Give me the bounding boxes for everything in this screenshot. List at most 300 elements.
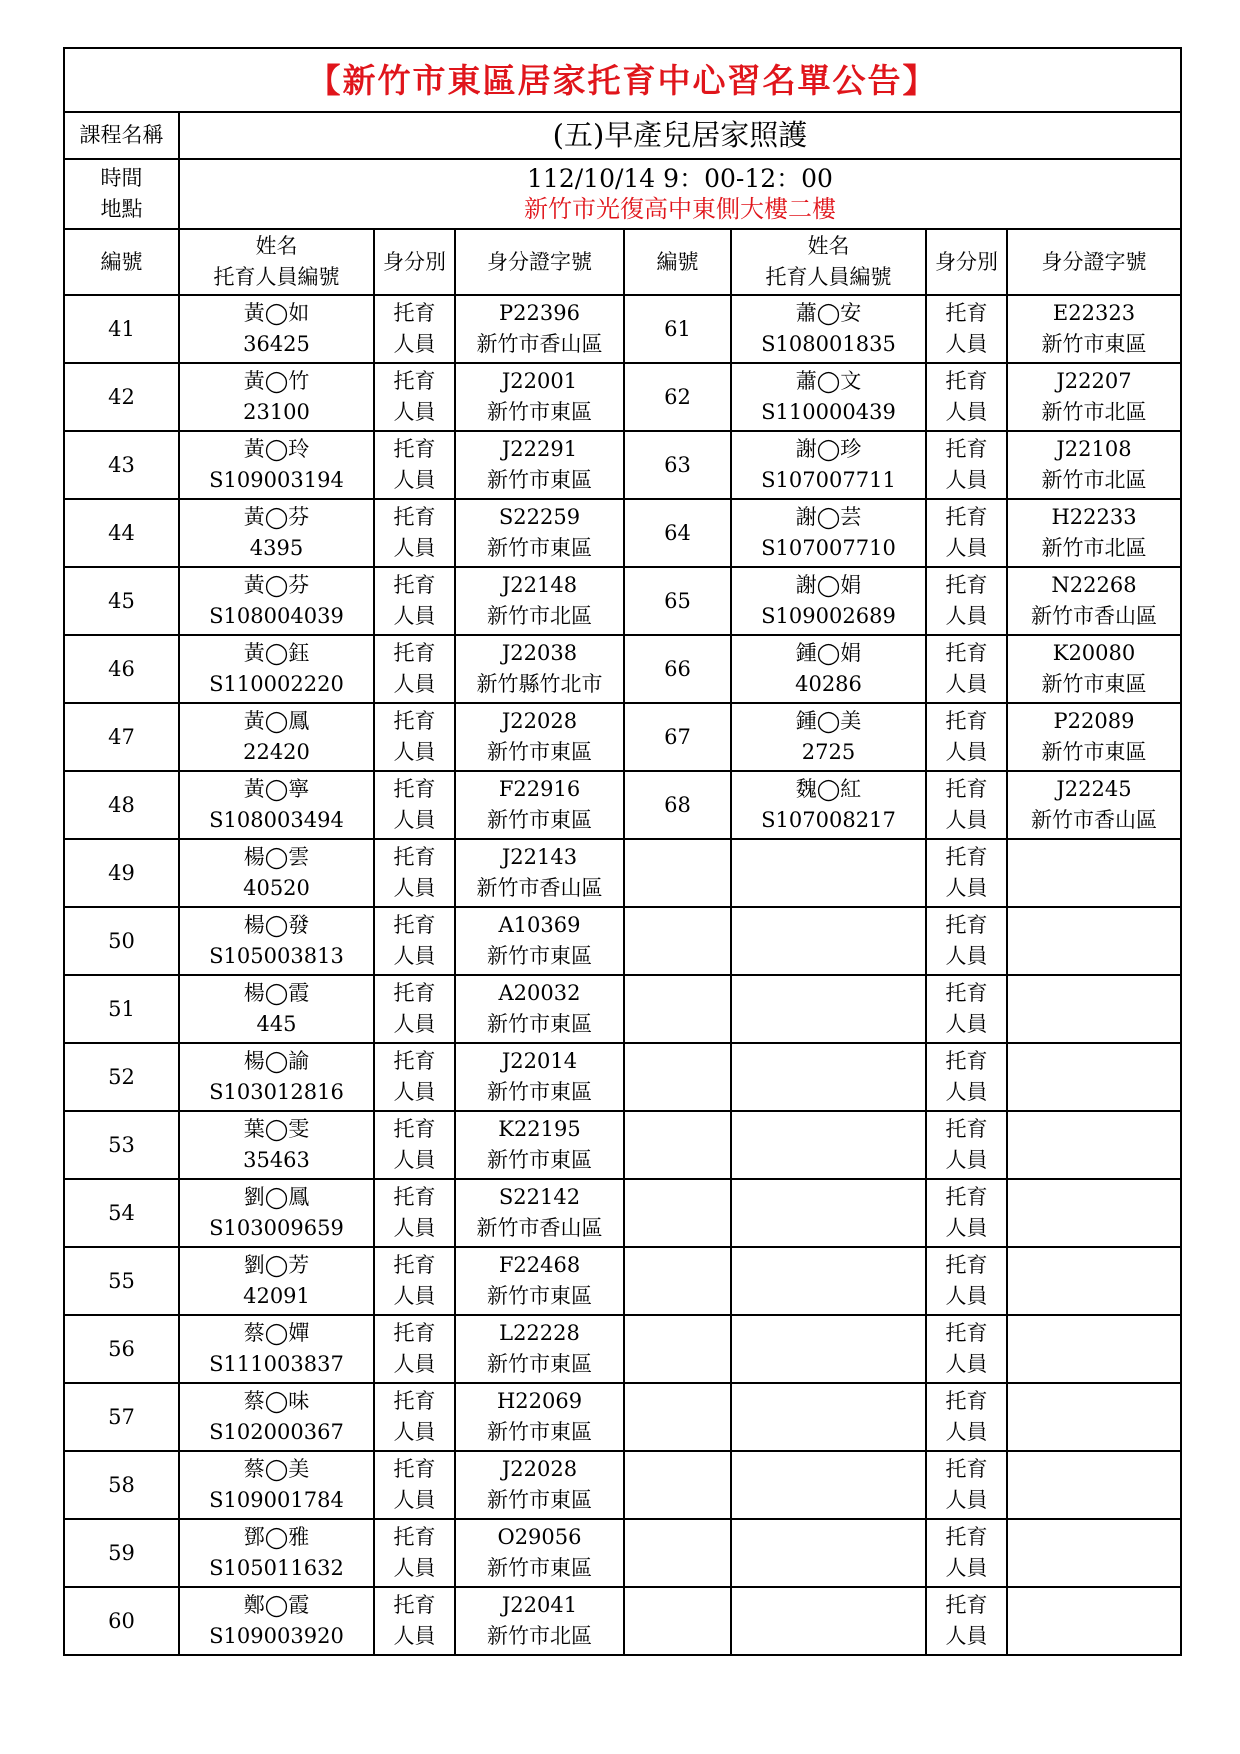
- residence-area: 新竹市東區: [487, 1012, 592, 1036]
- identity-line2: 人員: [393, 1012, 436, 1036]
- entry-identity-cell: [926, 635, 1007, 703]
- session-venue: 新竹市光復高中東側大樓二樓: [524, 195, 836, 223]
- entry-identity-cell: [374, 635, 455, 703]
- entry-identity-cell: [374, 703, 455, 771]
- table-row: [64, 1315, 1181, 1383]
- entry-name-cell: [731, 771, 926, 839]
- empty-name-cell: [731, 839, 926, 907]
- entry-identity-cell: [374, 1111, 455, 1179]
- entry-identity-cell: [926, 907, 1007, 975]
- entry-number: 45: [64, 567, 179, 635]
- entry-id-cell: [455, 499, 624, 567]
- caregiver-code: S108004039: [209, 604, 344, 628]
- empty-number: [624, 1111, 731, 1179]
- entry-name-cell: [179, 1587, 374, 1655]
- entry-identity-cell: [374, 907, 455, 975]
- table-row: [64, 499, 1181, 567]
- entry-name: 黃◯如: [243, 301, 310, 325]
- entry-number: 65: [624, 567, 731, 635]
- entry-name: 劉◯鳳: [243, 1185, 310, 1209]
- entry-name-cell: [731, 431, 926, 499]
- table-row: [64, 907, 1181, 975]
- column-header-row: [64, 229, 1181, 295]
- entry-name-cell: [179, 431, 374, 499]
- entry-name: 楊◯霞: [243, 981, 310, 1005]
- residence-area: 新竹市北區: [487, 1624, 592, 1648]
- header-name-line2: 托育人員編號: [765, 265, 892, 289]
- residence-area: 新竹市東區: [487, 468, 592, 492]
- id-number: A20032: [498, 981, 581, 1005]
- identity-line2: 人員: [945, 1352, 988, 1376]
- id-number: F22916: [498, 777, 581, 801]
- caregiver-code: 445: [256, 1012, 297, 1036]
- empty-number: [624, 1043, 731, 1111]
- time-label: 時間: [100, 166, 143, 190]
- empty-number: [624, 1179, 731, 1247]
- entry-name: 蕭◯安: [795, 301, 862, 325]
- empty-number: [624, 1247, 731, 1315]
- identity-line2: 人員: [945, 536, 988, 560]
- residence-area: 新竹市東區: [487, 1284, 592, 1308]
- id-number: J22143: [501, 845, 578, 869]
- entry-identity-cell: [374, 1179, 455, 1247]
- entry-number: 67: [624, 703, 731, 771]
- entry-number: 64: [624, 499, 731, 567]
- identity-line2: 人員: [393, 1216, 436, 1240]
- entry-name-cell: [179, 499, 374, 567]
- entry-identity-cell: [926, 771, 1007, 839]
- identity-line1: 托育: [393, 369, 436, 393]
- caregiver-code: 22420: [243, 740, 310, 764]
- empty-name-cell: [731, 1043, 926, 1111]
- entry-id-cell: [455, 567, 624, 635]
- caregiver-code: 36425: [243, 332, 310, 356]
- identity-line1: 托育: [945, 777, 988, 801]
- table-row: [64, 975, 1181, 1043]
- entry-identity-cell: [926, 363, 1007, 431]
- identity-line2: 人員: [945, 468, 988, 492]
- id-number: O29056: [497, 1525, 582, 1549]
- identity-line2: 人員: [393, 1624, 436, 1648]
- identity-line2: 人員: [393, 1148, 436, 1172]
- identity-line2: 人員: [393, 876, 436, 900]
- entry-name: 楊◯雲: [243, 845, 310, 869]
- entry-number: 42: [64, 363, 179, 431]
- entry-name: 蔡◯味: [243, 1389, 310, 1413]
- entry-identity-cell: [374, 771, 455, 839]
- identity-line2: 人員: [945, 1624, 988, 1648]
- empty-number: [624, 1587, 731, 1655]
- entry-number: 49: [64, 839, 179, 907]
- entry-id-cell: [455, 1587, 624, 1655]
- caregiver-code: 4395: [249, 536, 304, 560]
- header-id-number: 身分證字號: [455, 229, 624, 295]
- entry-number: 47: [64, 703, 179, 771]
- identity-line2: 人員: [945, 1080, 988, 1104]
- entry-number: 55: [64, 1247, 179, 1315]
- identity-line1: 托育: [393, 641, 436, 665]
- entry-identity-cell: [926, 1247, 1007, 1315]
- header-number: 編號: [624, 229, 731, 295]
- entry-number: 52: [64, 1043, 179, 1111]
- header-name: [731, 229, 926, 295]
- place-label: 地點: [100, 197, 143, 221]
- empty-name-cell: [731, 1587, 926, 1655]
- entry-identity-cell: [926, 975, 1007, 1043]
- empty-number: [624, 1451, 731, 1519]
- entry-id-cell: [455, 1451, 624, 1519]
- caregiver-code: S109001784: [209, 1488, 344, 1512]
- entry-id-cell: [455, 431, 624, 499]
- entry-id-cell: [455, 1519, 624, 1587]
- entry-identity-cell: [926, 1315, 1007, 1383]
- table-row: [64, 431, 1181, 499]
- entry-name: 蔡◯美: [243, 1457, 310, 1481]
- entry-identity-cell: [926, 431, 1007, 499]
- empty-id-cell: [1007, 907, 1181, 975]
- entry-identity-cell: [926, 1111, 1007, 1179]
- caregiver-code: S105003813: [209, 944, 344, 968]
- identity-line1: 托育: [393, 1457, 436, 1481]
- identity-line2: 人員: [393, 944, 436, 968]
- caregiver-code: S109002689: [761, 604, 896, 628]
- id-number: E22323: [1052, 301, 1136, 325]
- entry-name: 謝◯娟: [795, 573, 862, 597]
- table-row: [64, 1179, 1181, 1247]
- empty-name-cell: [731, 1451, 926, 1519]
- identity-line2: 人員: [945, 332, 988, 356]
- identity-line1: 托育: [393, 1525, 436, 1549]
- identity-line1: 托育: [393, 913, 436, 937]
- entry-number: 58: [64, 1451, 179, 1519]
- empty-id-cell: [1007, 1587, 1181, 1655]
- table-row: [64, 295, 1181, 363]
- schedule-row: [64, 159, 1181, 229]
- entry-identity-cell: [374, 1315, 455, 1383]
- entry-name-cell: [179, 975, 374, 1043]
- entry-name-cell: [179, 703, 374, 771]
- course-label: 課程名稱: [64, 112, 179, 159]
- course-row: [64, 112, 1181, 159]
- identity-line1: 托育: [393, 1049, 436, 1073]
- empty-name-cell: [731, 975, 926, 1043]
- entry-id-cell: [1007, 431, 1181, 499]
- residence-area: 新竹市東區: [487, 944, 592, 968]
- identity-line1: 托育: [393, 777, 436, 801]
- entry-name-cell: [731, 635, 926, 703]
- residence-area: 新竹市東區: [487, 400, 592, 424]
- empty-id-cell: [1007, 975, 1181, 1043]
- entry-id-cell: [1007, 771, 1181, 839]
- identity-line2: 人員: [393, 1080, 436, 1104]
- empty-name-cell: [731, 1179, 926, 1247]
- identity-line2: 人員: [945, 672, 988, 696]
- entry-identity-cell: [926, 1043, 1007, 1111]
- residence-area: 新竹市東區: [487, 536, 592, 560]
- empty-name-cell: [731, 1519, 926, 1587]
- entry-name: 鍾◯美: [795, 709, 862, 733]
- entry-number: 60: [64, 1587, 179, 1655]
- identity-line2: 人員: [393, 1488, 436, 1512]
- entry-name: 蕭◯文: [795, 369, 862, 393]
- residence-area: 新竹市香山區: [476, 1216, 603, 1240]
- entry-identity-cell: [926, 703, 1007, 771]
- entry-identity-cell: [374, 1383, 455, 1451]
- residence-area: 新竹市香山區: [1031, 604, 1157, 628]
- identity-line2: 人員: [393, 1556, 436, 1580]
- entry-number: 54: [64, 1179, 179, 1247]
- identity-line1: 托育: [945, 1321, 988, 1345]
- identity-line1: 托育: [945, 1253, 988, 1277]
- identity-line1: 托育: [945, 301, 988, 325]
- residence-area: 新竹市東區: [1041, 332, 1147, 356]
- identity-line1: 托育: [393, 1185, 436, 1209]
- identity-line2: 人員: [393, 332, 436, 356]
- identity-line2: 人員: [393, 400, 436, 424]
- header-name-line2: 托育人員編號: [213, 265, 340, 289]
- empty-name-cell: [731, 907, 926, 975]
- entry-identity-cell: [926, 1451, 1007, 1519]
- entry-identity-cell: [374, 1587, 455, 1655]
- id-number: J22041: [501, 1593, 578, 1617]
- entry-identity-cell: [374, 431, 455, 499]
- entry-name-cell: [179, 1451, 374, 1519]
- roster-table: [63, 47, 1182, 1656]
- entry-id-cell: [455, 1043, 624, 1111]
- identity-line2: 人員: [945, 1420, 988, 1444]
- caregiver-code: S107007710: [761, 536, 896, 560]
- entry-name: 黃◯竹: [243, 369, 310, 393]
- caregiver-code: S109003194: [209, 468, 344, 492]
- identity-line2: 人員: [393, 1352, 436, 1376]
- identity-line1: 托育: [945, 1389, 988, 1413]
- caregiver-code: 23100: [243, 400, 310, 424]
- identity-line2: 人員: [945, 1148, 988, 1172]
- identity-line2: 人員: [945, 876, 988, 900]
- residence-area: 新竹市香山區: [1031, 808, 1157, 832]
- caregiver-code: S108001835: [761, 332, 896, 356]
- residence-area: 新竹市東區: [1041, 672, 1147, 696]
- identity-line2: 人員: [945, 808, 988, 832]
- identity-line2: 人員: [393, 536, 436, 560]
- caregiver-code: S109003920: [209, 1624, 344, 1648]
- entry-id-cell: [455, 771, 624, 839]
- entry-number: 57: [64, 1383, 179, 1451]
- entry-id-cell: [455, 1111, 624, 1179]
- id-number: S22142: [498, 1185, 581, 1209]
- caregiver-code: S102000367: [209, 1420, 344, 1444]
- identity-line1: 托育: [393, 505, 436, 529]
- caregiver-code: S103009659: [209, 1216, 344, 1240]
- entry-id-cell: [455, 703, 624, 771]
- identity-line1: 托育: [945, 1185, 988, 1209]
- id-number: F22468: [498, 1253, 581, 1277]
- entry-identity-cell: [926, 1519, 1007, 1587]
- entry-identity-cell: [374, 1451, 455, 1519]
- entry-id-cell: [455, 1247, 624, 1315]
- entry-name: 鄧◯雅: [243, 1525, 310, 1549]
- identity-line2: 人員: [945, 400, 988, 424]
- residence-area: 新竹市北區: [1041, 400, 1147, 424]
- entry-id-cell: [455, 1315, 624, 1383]
- id-number: J22028: [501, 709, 578, 733]
- table-row: [64, 1451, 1181, 1519]
- entry-name: 鄭◯霞: [243, 1593, 310, 1617]
- entry-identity-cell: [926, 567, 1007, 635]
- entry-name-cell: [179, 1383, 374, 1451]
- caregiver-code: 40520: [243, 876, 310, 900]
- identity-line1: 托育: [945, 505, 988, 529]
- entry-number: 59: [64, 1519, 179, 1587]
- residence-area: 新竹市東區: [487, 1352, 592, 1376]
- residence-area: 新竹市東區: [487, 1148, 592, 1172]
- residence-area: 新竹市北區: [1041, 468, 1147, 492]
- identity-line1: 托育: [393, 301, 436, 325]
- entry-id-cell: [455, 907, 624, 975]
- residence-area: 新竹市東區: [487, 1556, 592, 1580]
- empty-number: [624, 1383, 731, 1451]
- table-row: [64, 839, 1181, 907]
- entry-name: 黃◯寧: [243, 777, 310, 801]
- id-number: P22089: [1053, 709, 1135, 733]
- residence-area: 新竹市東區: [487, 740, 592, 764]
- entry-identity-cell: [374, 839, 455, 907]
- entry-id-cell: [1007, 703, 1181, 771]
- caregiver-code: S110000439: [761, 400, 896, 424]
- entry-id-cell: [455, 839, 624, 907]
- entry-number: 50: [64, 907, 179, 975]
- roster-body: [64, 48, 1181, 1655]
- identity-line1: 托育: [945, 1593, 988, 1617]
- id-number: K20080: [1052, 641, 1136, 665]
- header-identity: 身分別: [926, 229, 1007, 295]
- caregiver-code: 2725: [801, 740, 856, 764]
- table-row: [64, 1111, 1181, 1179]
- identity-line2: 人員: [945, 1488, 988, 1512]
- entry-id-cell: [455, 975, 624, 1043]
- identity-line1: 托育: [393, 1321, 436, 1345]
- title-row: [64, 48, 1181, 112]
- entry-name-cell: [731, 295, 926, 363]
- entry-name-cell: [179, 839, 374, 907]
- entry-number: 51: [64, 975, 179, 1043]
- id-number: H22233: [1051, 505, 1137, 529]
- table-row: [64, 1247, 1181, 1315]
- identity-line1: 托育: [393, 1389, 436, 1413]
- entry-name: 魏◯紅: [795, 777, 862, 801]
- entry-identity-cell: [374, 567, 455, 635]
- entry-identity-cell: [374, 1519, 455, 1587]
- residence-area: 新竹市香山區: [476, 332, 603, 356]
- empty-id-cell: [1007, 1179, 1181, 1247]
- entry-name: 葉◯雯: [243, 1117, 310, 1141]
- empty-name-cell: [731, 1383, 926, 1451]
- schedule-values: [179, 159, 1181, 229]
- entry-name-cell: [179, 363, 374, 431]
- residence-area: 新竹市香山區: [476, 876, 603, 900]
- table-row: [64, 363, 1181, 431]
- identity-line2: 人員: [945, 1012, 988, 1036]
- empty-id-cell: [1007, 1383, 1181, 1451]
- residence-area: 新竹市東區: [487, 1420, 592, 1444]
- identity-line1: 托育: [945, 1117, 988, 1141]
- entry-identity-cell: [926, 839, 1007, 907]
- entry-name: 楊◯諭: [243, 1049, 310, 1073]
- entry-identity-cell: [374, 1247, 455, 1315]
- caregiver-code: S105011632: [209, 1556, 344, 1580]
- identity-line2: 人員: [945, 604, 988, 628]
- entry-id-cell: [1007, 363, 1181, 431]
- residence-area: 新竹市東區: [487, 1080, 592, 1104]
- entry-number: 48: [64, 771, 179, 839]
- table-row: [64, 635, 1181, 703]
- entry-name: 黃◯鈺: [243, 641, 310, 665]
- entry-number: 66: [624, 635, 731, 703]
- entry-identity-cell: [374, 363, 455, 431]
- identity-line1: 托育: [945, 913, 988, 937]
- entry-number: 43: [64, 431, 179, 499]
- identity-line2: 人員: [393, 468, 436, 492]
- id-number: J22207: [1056, 369, 1132, 393]
- identity-line2: 人員: [945, 740, 988, 764]
- empty-id-cell: [1007, 1519, 1181, 1587]
- entry-name: 黃◯芬: [243, 505, 310, 529]
- empty-name-cell: [731, 1111, 926, 1179]
- entry-name-cell: [179, 295, 374, 363]
- id-number: J22148: [501, 573, 578, 597]
- entry-name: 黃◯玲: [243, 437, 310, 461]
- identity-line2: 人員: [393, 1284, 436, 1308]
- identity-line1: 托育: [945, 709, 988, 733]
- empty-name-cell: [731, 1315, 926, 1383]
- header-name: [179, 229, 374, 295]
- table-row: [64, 567, 1181, 635]
- entry-name-cell: [179, 1179, 374, 1247]
- identity-line2: 人員: [945, 1284, 988, 1308]
- caregiver-code: S111003837: [209, 1352, 344, 1376]
- identity-line2: 人員: [945, 1216, 988, 1240]
- entry-name: 謝◯珍: [795, 437, 862, 461]
- entry-id-cell: [455, 363, 624, 431]
- residence-area: 新竹縣竹北市: [476, 672, 603, 696]
- identity-line1: 托育: [393, 573, 436, 597]
- residence-area: 新竹市東區: [1041, 740, 1147, 764]
- residence-area: 新竹市北區: [1041, 536, 1147, 560]
- table-row: [64, 1587, 1181, 1655]
- empty-number: [624, 1519, 731, 1587]
- entry-id-cell: [455, 295, 624, 363]
- entry-name-cell: [179, 907, 374, 975]
- empty-id-cell: [1007, 1247, 1181, 1315]
- empty-id-cell: [1007, 1451, 1181, 1519]
- entry-name-cell: [179, 1247, 374, 1315]
- entry-name: 黃◯芬: [243, 573, 310, 597]
- entry-number: 53: [64, 1111, 179, 1179]
- identity-line1: 托育: [945, 1457, 988, 1481]
- header-name-line1: 姓名: [255, 234, 298, 258]
- id-number: L22228: [499, 1321, 580, 1345]
- entry-identity-cell: [926, 1587, 1007, 1655]
- residence-area: 新竹市東區: [487, 1488, 592, 1512]
- entry-id-cell: [455, 1383, 624, 1451]
- id-number: N22268: [1051, 573, 1137, 597]
- empty-id-cell: [1007, 1315, 1181, 1383]
- entry-id-cell: [455, 1179, 624, 1247]
- entry-number: 41: [64, 295, 179, 363]
- empty-number: [624, 839, 731, 907]
- entry-name-cell: [179, 1315, 374, 1383]
- entry-name-cell: [731, 499, 926, 567]
